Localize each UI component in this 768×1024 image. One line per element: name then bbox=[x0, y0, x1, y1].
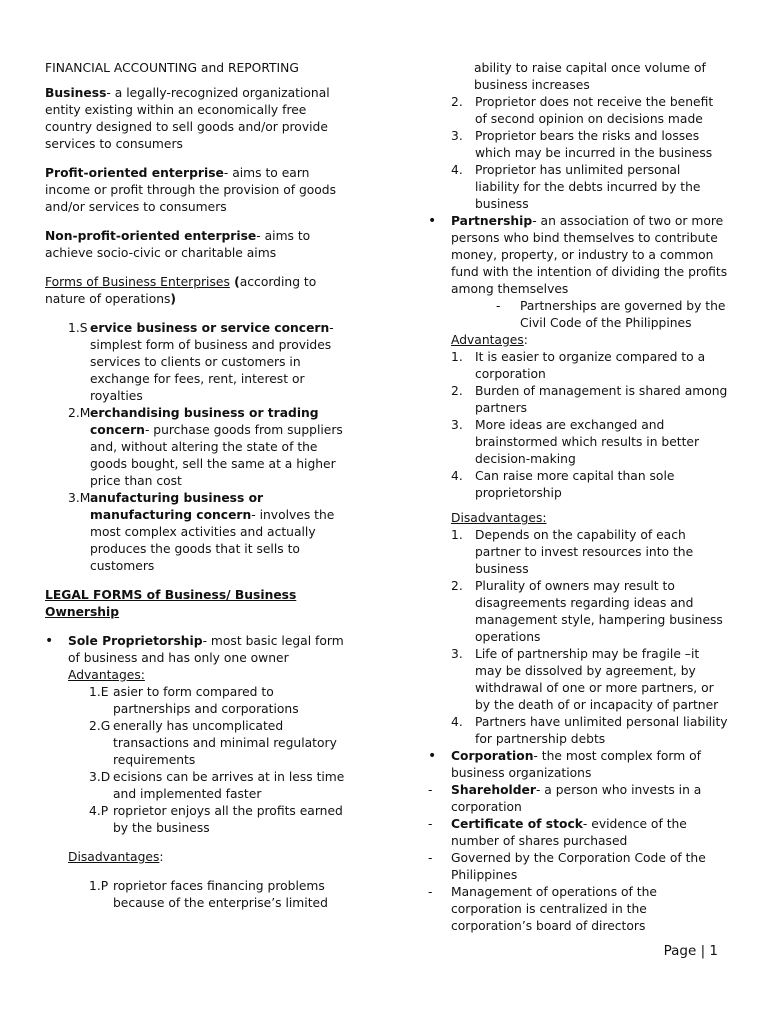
left-column: FINANCIAL ACCOUNTING and REPORTING Business- a legally-recognized organizational entity existing within an economically free country designed to sell goods and/or provide services to consumers Profit-oriented enterprise- aims to earn income or profit through the provision of goods and/or services to consumers Non-profit-oriented enterprise- aims to achieve socio-civic or charitable aims Forms of Business Enterprises (according to nature of operations) 1.S ervice business or service concern- simplest form of business and provides services to clients or customers in exchange for fees, rent, interest or royalties 2.M erchandising business or trading concern- purchase goods from suppliers and, without altering the state of the goods bought, sell the same at a higher price than cost 3.M anufacturing business or manufacturing concern- involves the most complex activities and actually produces the goods that it sells to customers LEGAL FORMS of Business/ Business Ownership • Sole Proprietorship- most basic legal form of business and has only one owner Advantages: 1.E asier to form compared to partnerships and corporations 2.G enerally has uncomplicated transactions and minimal regulatory requirements 3.D ecisions can be arrives at in less time and implemented faster 4.P roprietor enjoys all the profits earned by the business Disadvantages: 1.P roprietor faces financing problems because of the enterprise’s limited bbox=[45, 61, 345, 910]
partnership-advantage-item: 2. Burden of management is shared among partners bbox=[451, 384, 728, 415]
nonprofit-term: Non-profit-oriented enterprise bbox=[45, 229, 257, 243]
nonprofit-definition bbox=[45, 228, 345, 262]
sole-proprietorship-item: • Sole Proprietorship- most basic legal form of business and has only one owner bbox=[45, 633, 344, 665]
profit-definition bbox=[45, 165, 345, 216]
partnership-note: - Partnerships are governed by the Civil Code of the Philippines bbox=[496, 299, 726, 330]
sole-disadvantage-item: 3. Proprietor bears the risks and losses which may be incurred in the business bbox=[451, 129, 713, 160]
profit-text: - aims to earn income or profit through the provision of goods and/or services to consumers bbox=[45, 166, 337, 214]
partnership-item: • Partnership- an association of two or more persons who bind themselves to contribute money, property, or industry to a common fund with the intention of dividing the profits among themselves bbox=[428, 213, 728, 296]
partnership-disadvantages-label: Disadvantages: bbox=[451, 511, 547, 525]
forms-item: 1.S ervice business or service concern- simplest form of business and provides services to clients or customers in exchange for fees, rent, interest or royalties bbox=[68, 321, 334, 403]
nonprofit-text: - aims to achieve socio-civic or charitable aims bbox=[45, 229, 311, 260]
partnership-advantages-label: Advantages bbox=[451, 333, 524, 347]
partnership-disadvantage-item: 4. Partners have unlimited personal liability for partnership debts bbox=[451, 715, 728, 746]
right-column: ability to raise capital once volume of business increases 2. Proprietor does not receive the benefit of second opinion on decisions made 3. Proprietor bears the risks and losses which may be incurred in the business 4. Proprietor has unlimited personal liability for the debts incurred by the business • Partnership- an association of two or more persons who bind themselves to contribute money, property, or industry to a common fund with the intention of dividing the profits among themselves - Partnerships are governed by the Civil Code of the Philippines Advantages: 1. It is easier to organize compared to a corporation 2. Burden of management is shared among partners 3. More ideas are exchanged and brainstormed which results in better decision-making 4. Can raise more capital than sole proprietorship Disadvantages: 1. Depends on the capability of each partner to invest resources into the business 2. Plurality of owners may result to disagreements regarding ideas and management style, hampering business operations 3. Life of partnership may be fragile –it may be dissolved by agreement, by withdrawal of one or more partners, or by the death of or incapacity of partner 4. Partners have unlimited personal liability for partnership debts • Corporation- the most complex form of business organizations - Shareholder- a person who invests in a corporation - Certificate of stock- evidence of the number of shares purchased - Governed by the Corporation Code of the Philippines - Management of operations of the corporation is centralized in the corporation’s board of directors bbox=[428, 61, 728, 933]
business-definition bbox=[45, 85, 345, 153]
bullet-icon: • bbox=[428, 213, 437, 229]
partnership-advantage-item: 1. It is easier to organize compared to a corporation bbox=[451, 350, 706, 381]
partnership-disadvantage-item: 1. Depends on the capability of each partner to invest resources into the business bbox=[451, 528, 694, 576]
sole-disadvantage-item: 4. Proprietor has unlimited personal liability for the debts incurred by the business bbox=[451, 163, 701, 211]
partnership-advantage-item: 3. More ideas are exchanged and brainstormed which results in better decision-making bbox=[451, 418, 700, 466]
sole-advantage-item: 1.E asier to form compared to partnerships and corporations bbox=[89, 685, 299, 716]
page-number: Page | 1 bbox=[663, 943, 718, 959]
corporation-item: • Corporation- the most complex form of business organizations bbox=[428, 748, 701, 780]
legal-forms-heading: LEGAL FORMS of Business/ Business Ownership bbox=[45, 588, 297, 619]
business-term: Business bbox=[45, 86, 107, 100]
partnership-disadvantage-item: 2. Plurality of owners may result to disagreements regarding ideas and management style, hampering business operations bbox=[451, 579, 723, 644]
forms-item: 3.M anufacturing business or manufacturing concern- involves the most complex activities and actually produces the goods that it sells to customers bbox=[68, 491, 335, 573]
forms-heading-text: Forms of Business Enterprises bbox=[45, 275, 230, 289]
partnership-advantage-item: 4. Can raise more capital than sole proprietorship bbox=[451, 469, 675, 500]
continued-text: ability to raise capital once volume of business increases bbox=[474, 61, 706, 92]
forms-item: 2.M erchandising business or trading concern- purchase goods from suppliers and, without altering the state of the goods bought, sell the same at a higher price than cost bbox=[68, 406, 343, 488]
bullet-icon: • bbox=[45, 633, 54, 649]
sole-disadvantage-item: 1.P roprietor faces financing problems because of the enterprise’s limited bbox=[89, 879, 328, 910]
partnership-disadvantage-item: 3. Life of partnership may be fragile –it may be dissolved by agreement, by withdrawal of one or more partners, or by the death of or incapacity of partner bbox=[451, 647, 719, 712]
sole-advantage-item: 4.P roprietor enjoys all the profits earned by the business bbox=[89, 804, 343, 835]
corporation-detail: - Governed by the Corporation Code of the Philippines bbox=[428, 851, 706, 882]
sole-advantages-label: Advantages: bbox=[68, 668, 145, 682]
sole-advantage-item: 3.D ecisions can be arrives at in less time and implemented faster bbox=[89, 770, 345, 801]
corporation-detail: - Management of operations of the corporation is centralized in the corporation’s board of directors bbox=[428, 885, 657, 933]
sole-disadvantage-item: 2. Proprietor does not receive the benefit of second opinion on decisions made bbox=[451, 95, 714, 126]
bullet-icon: • bbox=[428, 748, 437, 764]
sole-advantage-item: 2.G enerally has uncomplicated transactions and minimal regulatory requirements bbox=[89, 719, 337, 767]
business-text: - a legally-recognized organizational entity existing within an economically free country designed to sell goods and/or provide services to consumers bbox=[45, 86, 330, 151]
sole-disadvantages-label: Disadvantages bbox=[68, 850, 160, 864]
document-title: FINANCIAL ACCOUNTING and REPORTING bbox=[45, 61, 299, 75]
forms-heading: Forms of Business Enterprises (according to nature of operations) bbox=[45, 275, 317, 306]
corporation-detail: - Shareholder- a person who invests in a corporation bbox=[428, 783, 702, 814]
corporation-detail: - Certificate of stock- evidence of the number of shares purchased bbox=[428, 817, 687, 848]
profit-term: Profit-oriented enterprise bbox=[45, 166, 224, 180]
